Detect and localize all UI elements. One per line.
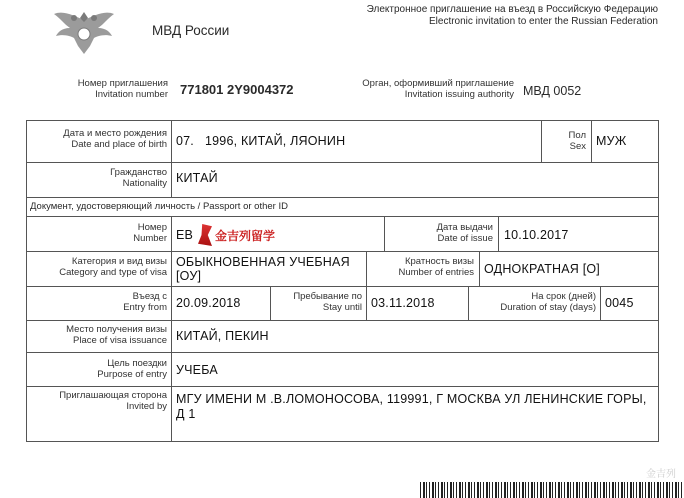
- barcode: [420, 482, 684, 498]
- nationality-label: Гражданство Nationality: [110, 167, 167, 189]
- entry-from-label: Въезд с Entry from: [123, 291, 167, 313]
- nationality-value: КИТАЙ: [176, 171, 218, 185]
- double-headed-eagle-emblem-icon: [52, 6, 116, 58]
- purpose-value: УЧЕБА: [176, 363, 218, 377]
- entry-from-value: 20.09.2018: [176, 296, 241, 310]
- purpose-label: Цель поездки Purpose of entry: [97, 358, 167, 380]
- dob-value: 07. 1996, КИТАЙ, ЛЯОНИН: [176, 134, 346, 148]
- issue-date-value: 10.10.2017: [504, 228, 569, 242]
- sex-label: Пол Sex: [568, 130, 586, 152]
- invitation-number: 771801 2Y9004372: [180, 82, 294, 97]
- entries-label: Кратность визы Number of entries: [398, 256, 474, 278]
- duration-label: На срок (дней) Duration of stay (days): [500, 291, 596, 313]
- passport-number-value: EB: [176, 228, 194, 242]
- issuance-place-value: КИТАЙ, ПЕКИН: [176, 329, 269, 343]
- corner-watermark: 金吉列: [646, 469, 676, 480]
- title-ru: Электронное приглашение на въезд в Российскую Федерацию: [366, 4, 658, 15]
- passport-number-label: Номер Number: [133, 222, 167, 244]
- watermark-logo-icon: [198, 224, 212, 246]
- stay-until-value: 03.11.2018: [371, 296, 435, 310]
- title-en: Electronic invitation to enter the Russian Federation: [428, 16, 658, 27]
- agency-name: МВД России: [152, 23, 230, 38]
- dob-label: Дата и место рождения Date and place of birth: [63, 128, 167, 150]
- sex-value: МУЖ: [596, 134, 627, 148]
- agency-watermark: 金吉列留学: [198, 224, 275, 246]
- stay-until-label: Пребывание по Stay until: [293, 291, 362, 313]
- entries-value: ОДНОКРАТНАЯ [О]: [484, 262, 600, 276]
- visa-category-label: Категория и вид визы Category and type of visa: [59, 256, 167, 278]
- duration-value: 0045: [605, 296, 634, 310]
- issuing-authority-label: Орган, оформивший приглашение Invitation issuing authority: [362, 78, 514, 100]
- visa-category-value: ОБЫКНОВЕННАЯ УЧЕБНАЯ [ОУ]: [176, 255, 350, 283]
- document-section-label: Документ, удостоверяющий личность / Passport or other ID: [30, 201, 288, 212]
- issuance-place-label: Место получения визы Place of visa issuance: [66, 324, 167, 346]
- issue-date-label: Дата выдачи Date of issue: [436, 222, 493, 244]
- invited-by-label: Приглашающая сторона Invited by: [59, 390, 167, 412]
- invited-by-value: МГУ ИМЕНИ М .В.ЛОМОНОСОВА, 119991, Г МОСКВА УЛ ЛЕНИНСКИЕ ГОРЫ, Д 1: [176, 392, 647, 421]
- invitation-number-label: Номер приглашения Invitation number: [77, 78, 168, 100]
- issuing-authority: МВД 0052: [523, 84, 582, 98]
